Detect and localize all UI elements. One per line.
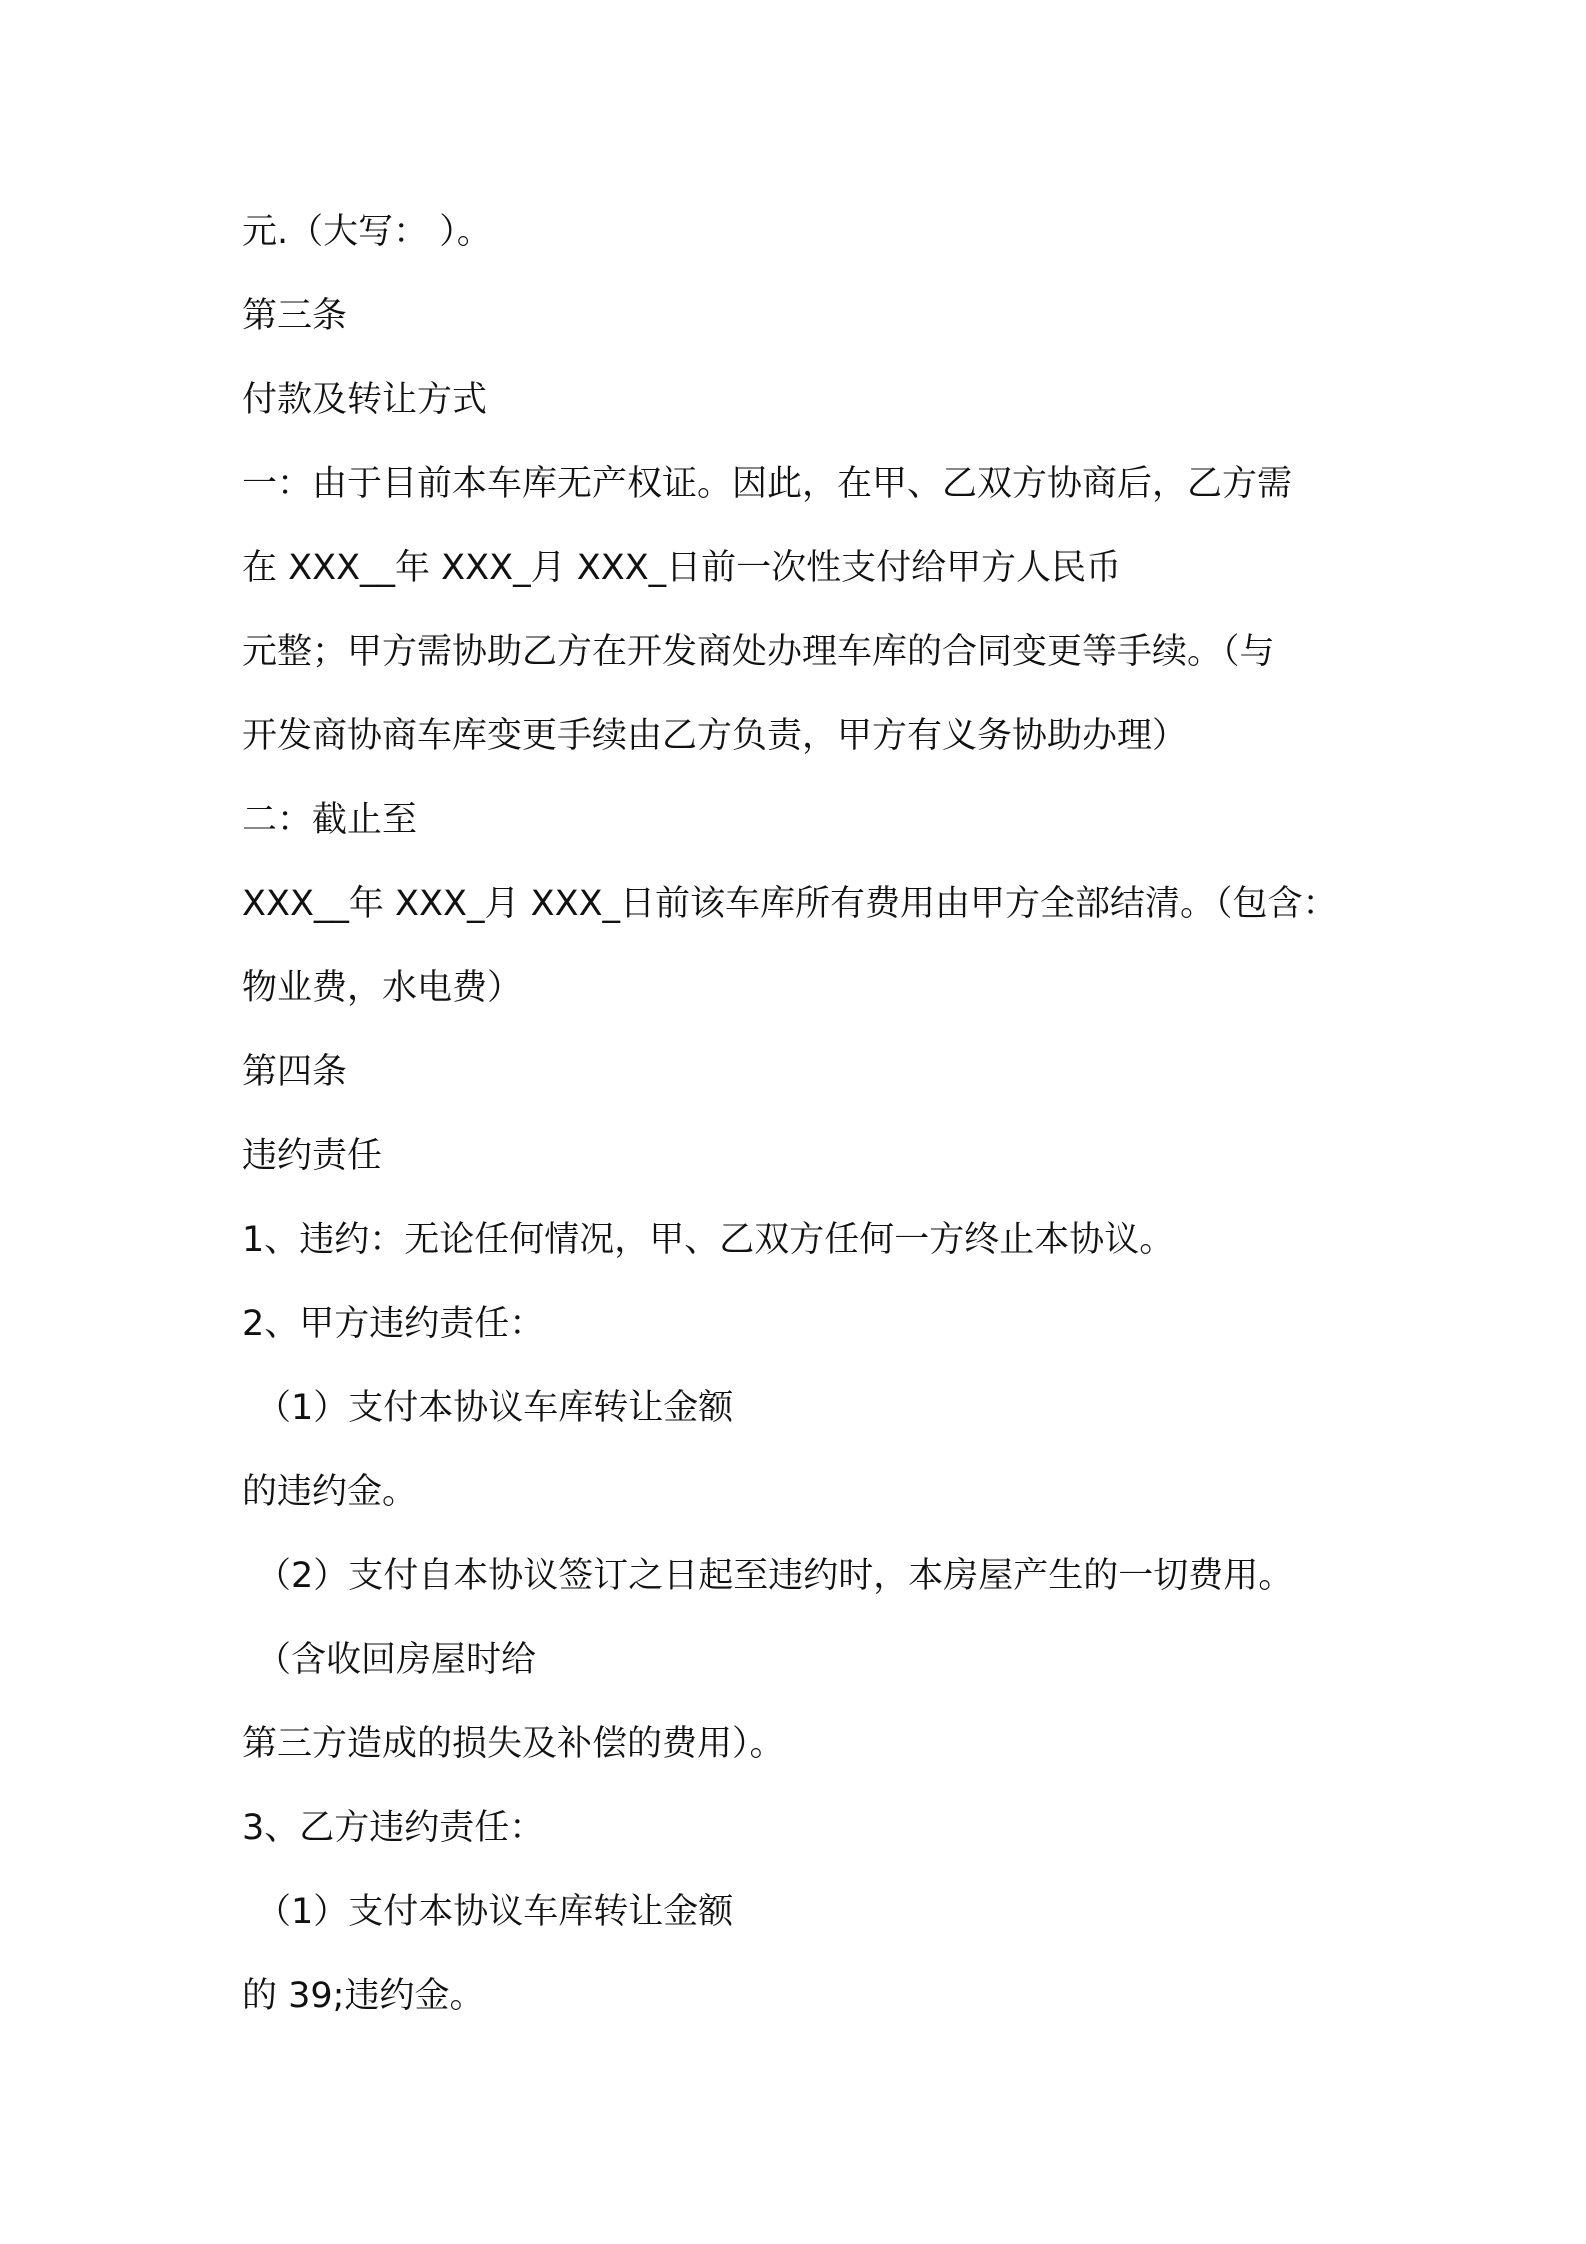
party-a-item-2-cont-1: （含收回房屋时给	[256, 1640, 537, 1680]
party-a-item-1: （1）支付本协议车库转让金额	[256, 1388, 734, 1428]
party-b-liability-heading: 3、乙方违约责任：	[242, 1808, 545, 1848]
article-4-title: 违约责任	[242, 1136, 383, 1176]
clause-2-line-2: XXX__年 XXX_月 XXX_日前该车库所有费用由甲方全部结清。（包含：	[242, 884, 1338, 924]
clause-2-line-1: 二：截止至	[242, 800, 418, 840]
clause-1-line-3: 元整；甲方需协助乙方在开发商处办理车库的合同变更等手续。（与	[242, 632, 1275, 672]
clause-1-line-1: 一：由于目前本车库无产权证。因此，在甲、乙双方协商后，乙方需	[242, 464, 1293, 504]
article-3-title: 付款及转让方式	[242, 380, 488, 420]
party-b-item-1: （1）支付本协议车库转让金额	[256, 1892, 734, 1932]
clause-2-line-3: 物业费，水电费）	[242, 968, 523, 1008]
party-a-item-2: （2）支付自本协议签订之日起至违约时，本房屋产生的一切费用。	[256, 1556, 1294, 1596]
article-3-heading: 第三条	[242, 296, 348, 336]
clause-1-line-4: 开发商协商车库变更手续由乙方负责，甲方有义务协助办理）	[242, 716, 1188, 756]
party-a-item-2-cont-2: 第三方造成的损失及补偿的费用）。	[242, 1724, 785, 1764]
party-a-liability-heading: 2、甲方违约责任：	[242, 1304, 545, 1344]
breach-definition: 1、违约：无论任何情况，甲、乙双方任何一方终止本协议。	[242, 1220, 1175, 1260]
party-b-item-1-cont: 的 39;违约金。	[242, 1976, 485, 2016]
clause-1-line-2: 在 XXX__年 XXX_月 XXX_日前一次性支付给甲方人民币	[242, 548, 1122, 588]
amount-capital-line: 元.（大写： ）。	[242, 212, 492, 252]
article-4-heading: 第四条	[242, 1052, 348, 1092]
party-a-item-1-cont: 的违约金。	[242, 1472, 418, 1512]
document-body	[242, 196, 1362, 2044]
